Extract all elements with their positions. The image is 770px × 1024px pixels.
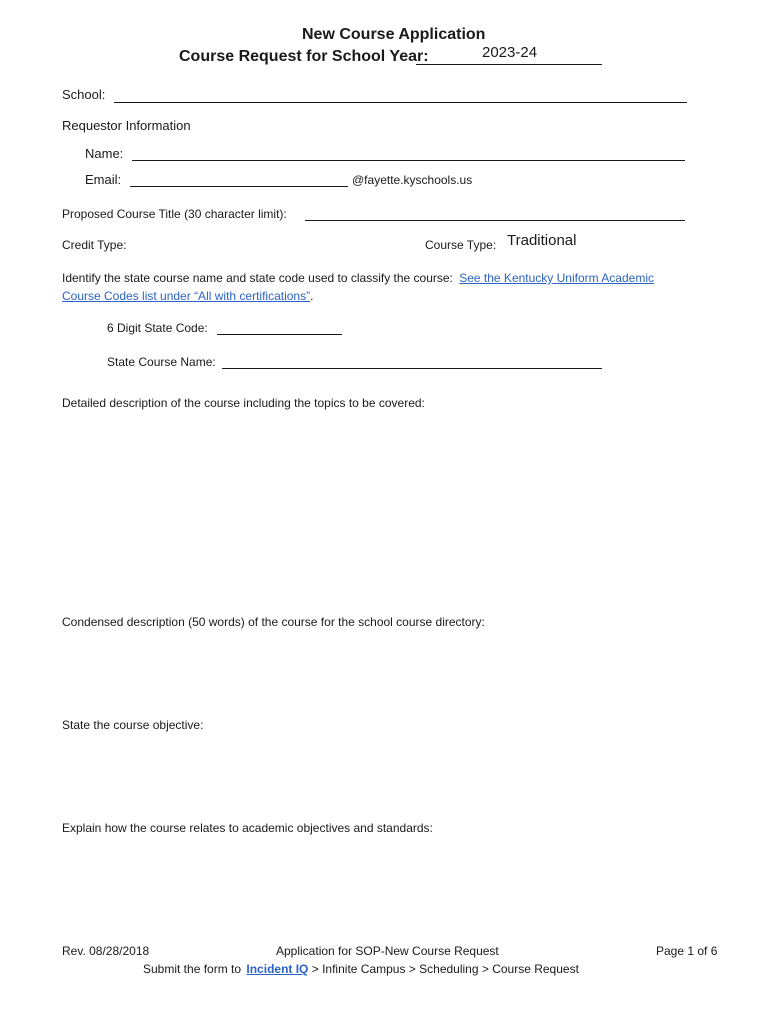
email-field[interactable] [130, 186, 348, 187]
revision-date: Rev. 08/28/2018 [62, 944, 150, 958]
state-code-label: 6 Digit State Code: [107, 321, 208, 335]
submit-path: > Infinite Campus > Scheduling > Course Request [311, 962, 579, 976]
email-label: Email: [85, 172, 122, 187]
course-title-field[interactable] [305, 220, 685, 221]
course-objective-label: State the course objective: [62, 718, 204, 732]
identify-text [62, 271, 654, 285]
kentucky-codes-link[interactable]: See the Kentucky Uniform Academic [459, 271, 654, 285]
condensed-description-label: Condensed description (50 words) of the course for the school course directory: [62, 615, 485, 629]
submit-instruction [143, 962, 579, 976]
kentucky-codes-link-cont[interactable]: Course Codes list under “All with certifications” [62, 289, 311, 303]
school-label: School: [62, 87, 106, 102]
school-field[interactable] [114, 102, 687, 103]
incident-iq-link[interactable]: Incident IQ [246, 962, 309, 976]
email-domain: @fayette.kyschools.us [352, 173, 473, 187]
condensed-description-field[interactable] [62, 635, 687, 711]
identify-period: . [310, 289, 314, 303]
school-year-field[interactable]: 2023-24 [482, 44, 538, 61]
page-number: Page 1 of 6 [656, 944, 718, 958]
course-type-label: Course Type: [425, 238, 497, 252]
credit-type-label: Credit Type: [62, 238, 127, 252]
detailed-description-field[interactable] [62, 416, 687, 604]
standards-label: Explain how the course relates to academic objectives and standards: [62, 821, 433, 835]
state-code-field[interactable] [217, 334, 342, 335]
identify-instruction: Identify the state course name and state code used to classify the course: [62, 271, 453, 285]
state-course-name-field[interactable] [222, 368, 602, 369]
school-year-label: Course Request for School Year: [179, 48, 429, 65]
course-objective-field[interactable] [62, 738, 687, 814]
school-year-underline [416, 64, 602, 65]
course-type-field[interactable]: Traditional [507, 232, 577, 249]
identify-text-line2 [62, 289, 313, 303]
detailed-description-label: Detailed description of the course including the topics to be covered: [62, 396, 425, 410]
requestor-heading: Requestor Information [62, 118, 191, 133]
name-label: Name: [85, 146, 124, 161]
course-title-label: Proposed Course Title (30 character limit): [62, 207, 287, 221]
state-course-name-label: State Course Name: [107, 355, 216, 369]
standards-field[interactable] [62, 841, 687, 933]
footer-title: Application for SOP-New Course Request [276, 944, 499, 958]
name-field[interactable] [132, 160, 685, 161]
credit-type-field[interactable] [134, 238, 316, 254]
page-title: New Course Application [302, 26, 486, 43]
submit-prefix: Submit the form to [143, 962, 242, 976]
